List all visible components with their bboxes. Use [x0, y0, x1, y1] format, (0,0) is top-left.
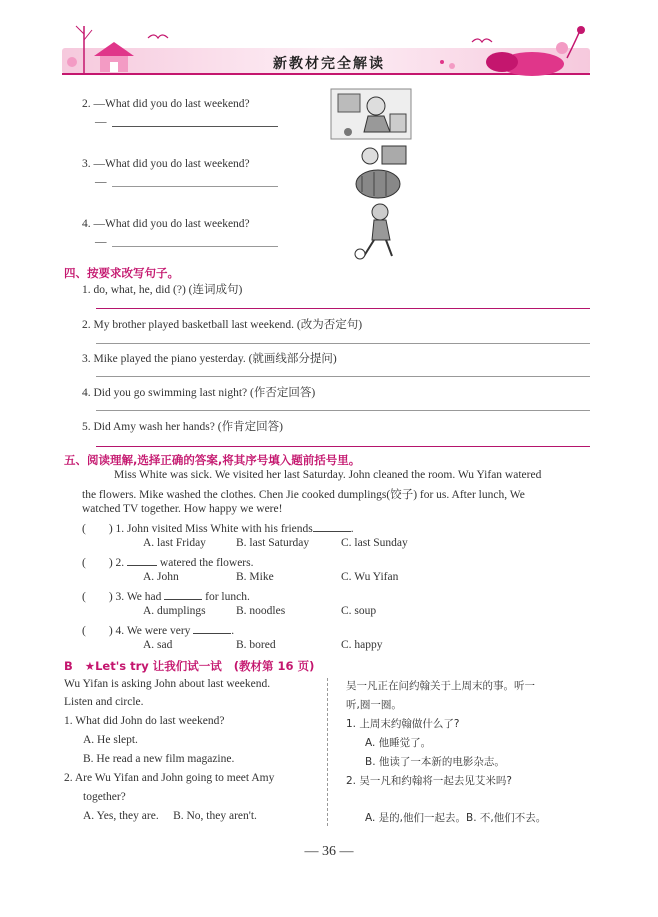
rewrite-item-5: [82, 418, 283, 434]
answer-line[interactable]: [112, 246, 278, 247]
answer-blank[interactable]: [164, 599, 202, 600]
item-number: 3.: [82, 353, 91, 365]
option-a[interactable]: A. dumplings: [143, 605, 206, 617]
item-number: 4.: [82, 218, 91, 230]
option-a[interactable]: A. He slept.: [83, 734, 138, 746]
option-a[interactable]: A. last Friday: [143, 537, 206, 549]
item-text: Did you go swimming last night? (作否定回答): [93, 387, 316, 399]
translation-options: A. 是的,他们一起去。B. 不,他们不去。: [365, 812, 547, 824]
star-icon: ★: [84, 659, 96, 673]
part-letter: B: [64, 659, 73, 673]
item-number: 2.: [82, 319, 91, 331]
question-text: John visited Miss White with his friends: [127, 523, 313, 535]
answer-prefix: —: [95, 116, 107, 128]
mc-question-3: [82, 588, 250, 604]
option-c[interactable]: C. Wu Yifan: [341, 571, 399, 583]
translation-option-b: B. 他读了一本新的电影杂志。: [365, 756, 505, 768]
illustration-boy-tv: [352, 142, 410, 200]
item-number: 3.: [82, 158, 91, 170]
answer-line[interactable]: [96, 343, 590, 344]
question-text: We had: [126, 591, 162, 603]
part-b-intro: Wu Yifan is asking John about last weekend.: [64, 678, 271, 690]
exercise-item-3: [82, 158, 250, 170]
answer-prefix: —: [95, 176, 107, 188]
item-number: 3.: [115, 591, 125, 603]
translation-question-2: 2. 吴一凡和约翰将一起去见艾米吗?: [346, 775, 512, 787]
girl-football-icon: [352, 202, 404, 260]
item-number: 1.: [82, 284, 91, 296]
option-b[interactable]: B. noodles: [236, 605, 286, 617]
answer-paren[interactable]: ( ): [82, 523, 113, 535]
part-b-title: [64, 658, 314, 674]
rewrite-item-3: [82, 350, 337, 366]
mc-question-2: [82, 554, 253, 570]
item-number: 1.: [115, 523, 125, 535]
option-c[interactable]: C. soup: [341, 605, 377, 617]
part-title-cn: 让我们试一试: [152, 659, 222, 673]
answer-paren[interactable]: ( ): [82, 625, 113, 637]
option-b[interactable]: B. Mike: [236, 571, 274, 583]
rewrite-item-2: [82, 316, 362, 332]
answer-line[interactable]: [112, 186, 278, 187]
part-b-instruction: Listen and circle.: [64, 696, 144, 708]
options-row[interactable]: A. Yes, they are. B. No, they aren't.: [83, 810, 257, 822]
option-b[interactable]: B. bored: [236, 639, 276, 651]
answer-line[interactable]: [96, 308, 590, 309]
option-c[interactable]: C. happy: [341, 639, 383, 651]
section-4-title: 四、按要求改写句子。: [64, 266, 179, 280]
exercise-item-4: [82, 218, 250, 230]
rewrite-item-1: [82, 281, 242, 297]
listen-question-2: 2. Are Wu Yifan and John going to meet Amy: [64, 772, 275, 784]
item-text: Did Amy wash her hands? (作肯定回答): [93, 421, 283, 433]
item-text: Mike played the piano yesterday. (就画线部分提问): [93, 353, 337, 365]
boy-cart-icon: [330, 88, 412, 140]
question-text: —What did you do last weekend?: [93, 218, 250, 230]
answer-line[interactable]: [96, 410, 590, 411]
item-number: 4.: [82, 387, 91, 399]
option-a[interactable]: A. sad: [143, 639, 173, 651]
question-text: .: [350, 523, 354, 535]
option-b[interactable]: B. He read a new film magazine.: [83, 753, 235, 765]
question-text: We were very: [126, 625, 191, 637]
illustration-boy-shopping: [330, 88, 412, 140]
answer-line[interactable]: [96, 376, 590, 377]
item-text: My brother played basketball last weekend. (改为否定句): [93, 319, 363, 331]
translation-option-a: A. 他睡觉了。: [365, 737, 432, 749]
section-5-title: 五、阅读理解,选择正确的答案,将其序号填入题前括号里。: [64, 453, 361, 467]
mc-question-4: [82, 622, 234, 638]
exercise-item-2: [82, 98, 250, 110]
illustration-girl-football: [352, 202, 404, 260]
answer-blank[interactable]: [127, 565, 157, 566]
item-text: do, what, he, did (?) (连词成句): [93, 284, 243, 296]
answer-blank[interactable]: [193, 633, 231, 634]
answer-blank[interactable]: [313, 531, 351, 532]
question-text: watered the flowers.: [159, 557, 254, 569]
option-c[interactable]: C. last Sunday: [341, 537, 408, 549]
answer-paren[interactable]: ( ): [82, 557, 113, 569]
passage-line-1: Miss White was sick. We visited her last Saturday. John cleaned the room. Wu Yifan watered: [114, 469, 542, 481]
option-b[interactable]: B. last Saturday: [236, 537, 310, 549]
passage-line-3: watched TV together. How happy we were!: [82, 503, 283, 515]
question-text: for lunch.: [205, 591, 250, 603]
item-number: 2.: [115, 557, 125, 569]
listen-question-2-cont: together?: [83, 791, 126, 803]
passage-line-2: the flowers. Mike washed the clothes. Chen Jie cooked dumplings(饺子) for us. After lunch, We: [82, 489, 525, 501]
answer-paren[interactable]: ( ): [82, 591, 113, 603]
page-number: — 36 —: [304, 844, 354, 859]
question-text: —What did you do last weekend?: [93, 158, 250, 170]
translation-question-1: 1. 上周末约翰做什么了?: [346, 718, 460, 730]
translation-intro-cont: 听,圈一圈。: [346, 699, 402, 711]
textbook-reference: (教材第 16 页): [233, 659, 315, 673]
item-number: 5.: [82, 421, 91, 433]
listen-question-1: 1. What did John do last weekend?: [64, 715, 225, 727]
mc-question-1: [82, 520, 354, 536]
part-title-en: Let's try: [95, 659, 149, 673]
answer-prefix: —: [95, 236, 107, 248]
answer-line[interactable]: [112, 126, 278, 127]
question-text: .: [231, 625, 235, 637]
item-number: 2.: [82, 98, 91, 110]
boy-tv-icon: [352, 142, 410, 200]
option-a[interactable]: A. John: [143, 571, 179, 583]
page-header-title: 新教材完全解读: [273, 56, 385, 72]
item-number: 4.: [115, 625, 125, 637]
rewrite-item-4: [82, 384, 315, 400]
column-divider: [327, 678, 328, 826]
question-text: —What did you do last weekend?: [93, 98, 250, 110]
answer-line[interactable]: [96, 446, 590, 447]
translation-intro: 吴一凡正在问约翰关于上周末的事。听一: [346, 680, 535, 692]
